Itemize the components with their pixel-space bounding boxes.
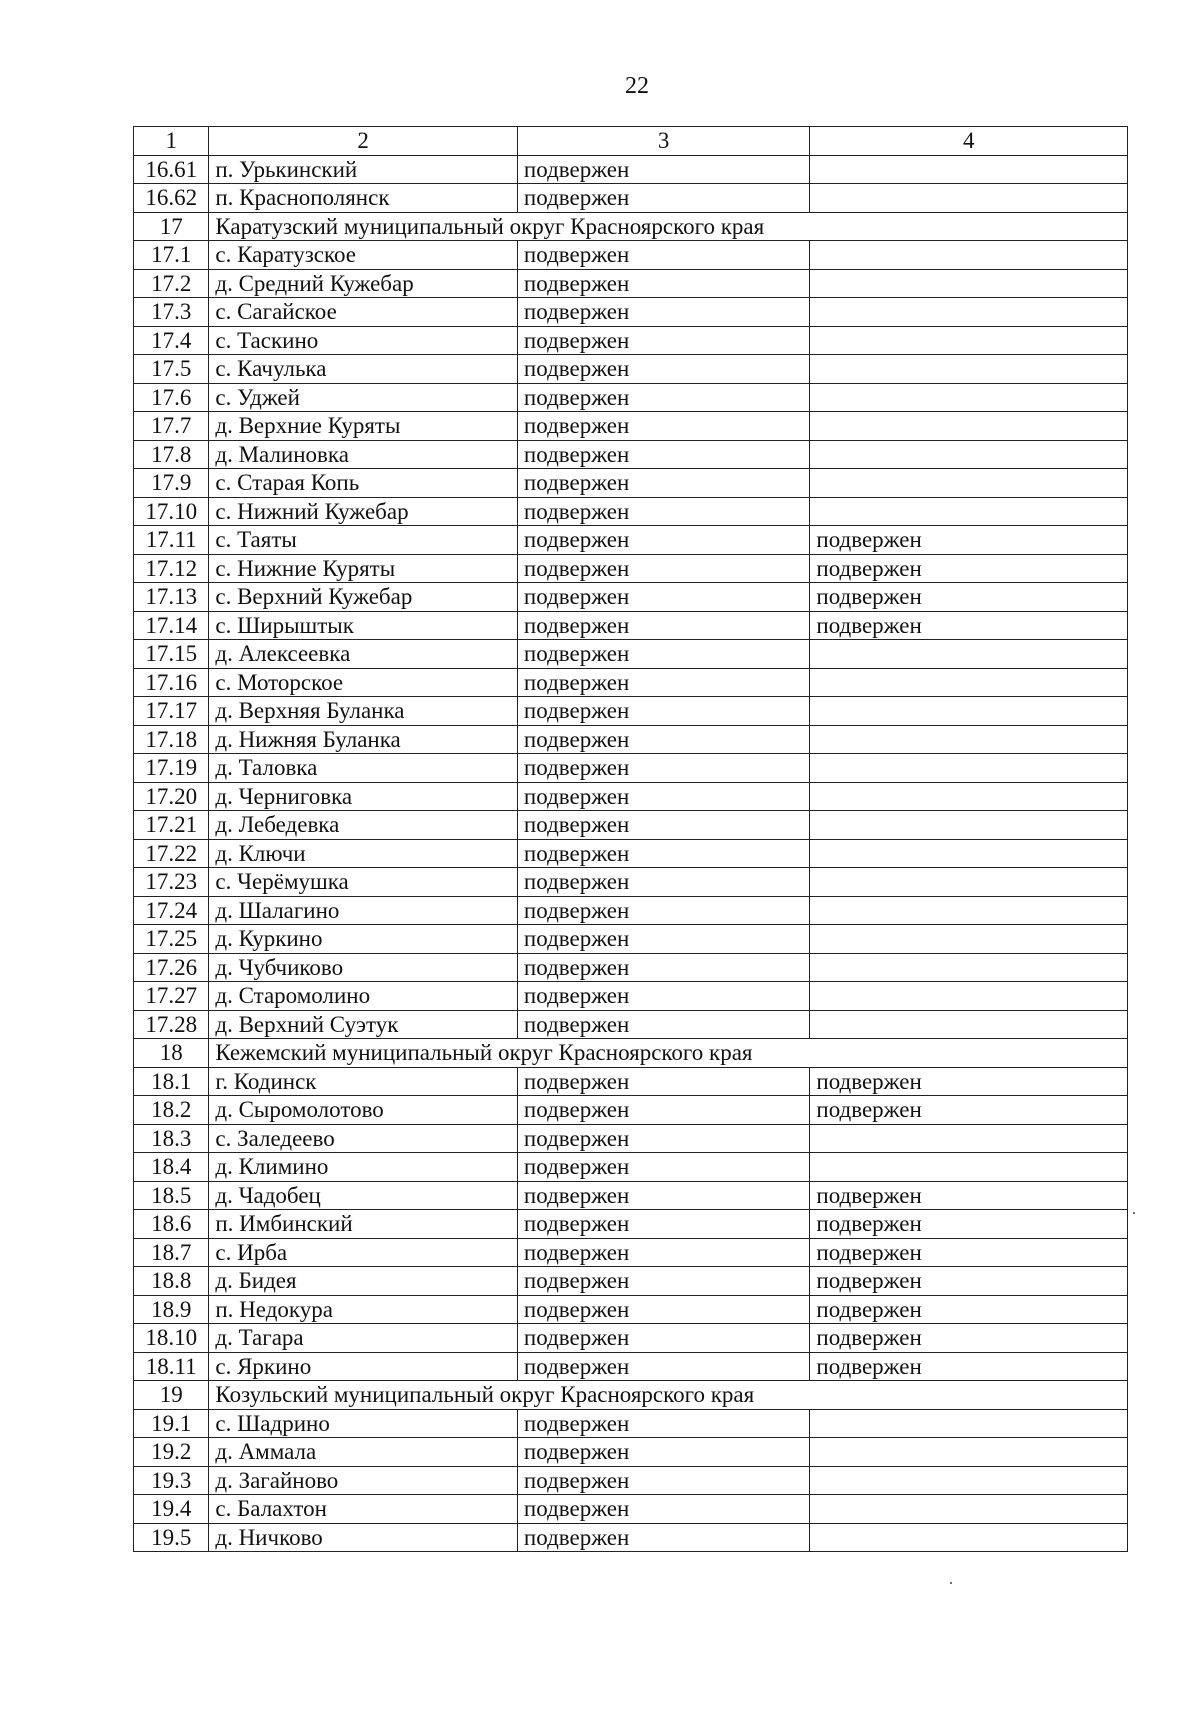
- column-3-value: подвержен: [517, 1409, 809, 1438]
- row-number: 17.4: [134, 326, 209, 355]
- settlement-name: с. Ирба: [209, 1238, 518, 1267]
- column-4-value: [810, 469, 1128, 498]
- column-3-value: подвержен: [517, 469, 809, 498]
- table-row: [134, 754, 1128, 783]
- settlement-name: д. Малиновка: [209, 440, 518, 469]
- column-3-value: подвержен: [517, 640, 809, 669]
- settlement-name: д. Сыромолотово: [209, 1096, 518, 1125]
- settlement-name: с. Сагайское: [209, 298, 518, 327]
- column-3-value: подвержен: [517, 1324, 809, 1353]
- settlement-name: д. Ключи: [209, 839, 518, 868]
- settlement-name: д. Верхний Суэтук: [209, 1010, 518, 1039]
- column-3-value: подвержен: [517, 953, 809, 982]
- column-4-value: [810, 1409, 1128, 1438]
- row-number: 17.9: [134, 469, 209, 498]
- settlement-name: д. Верхние Куряты: [209, 412, 518, 441]
- column-3-value: подвержен: [517, 982, 809, 1011]
- row-number: 17.14: [134, 611, 209, 640]
- column-4-value: подвержен: [810, 1096, 1128, 1125]
- settlement-name: д. Таловка: [209, 754, 518, 783]
- group-row: [134, 212, 1128, 241]
- column-3-value: подвержен: [517, 526, 809, 555]
- column-4-value: [810, 1153, 1128, 1182]
- row-number: 17.7: [134, 412, 209, 441]
- column-3-value: подвержен: [517, 326, 809, 355]
- column-3-value: подвержен: [517, 184, 809, 213]
- column-4-value: [810, 1495, 1128, 1524]
- table-row: [134, 1124, 1128, 1153]
- group-title: Каратузский муниципальный округ Красноярского края: [209, 212, 1128, 241]
- row-number: 18.8: [134, 1267, 209, 1296]
- settlement-name: д. Алексеевка: [209, 640, 518, 669]
- settlement-name: д. Лебедевка: [209, 811, 518, 840]
- column-3-value: подвержен: [517, 697, 809, 726]
- column-3-value: подвержен: [517, 1067, 809, 1096]
- column-header-1: 1: [134, 127, 209, 156]
- table-row: [134, 611, 1128, 640]
- column-3-value: подвержен: [517, 241, 809, 270]
- row-number: 17.21: [134, 811, 209, 840]
- settlement-name: д. Ничково: [209, 1523, 518, 1552]
- column-4-value: [810, 155, 1128, 184]
- row-number: 17.28: [134, 1010, 209, 1039]
- column-3-value: подвержен: [517, 1523, 809, 1552]
- column-4-value: [810, 326, 1128, 355]
- table-row: [134, 953, 1128, 982]
- column-4-value: [810, 241, 1128, 270]
- column-4-value: [810, 355, 1128, 384]
- column-3-value: подвержен: [517, 896, 809, 925]
- row-number: 17.19: [134, 754, 209, 783]
- settlement-name: с. Шадрино: [209, 1409, 518, 1438]
- row-number: 18.3: [134, 1124, 209, 1153]
- column-4-value: [810, 640, 1128, 669]
- table-row: [134, 1409, 1128, 1438]
- column-4-value: [810, 1010, 1128, 1039]
- table-row: [134, 725, 1128, 754]
- table-body: [134, 155, 1128, 1552]
- table-row: [134, 298, 1128, 327]
- column-4-value: [810, 412, 1128, 441]
- group-number: 18: [134, 1039, 209, 1068]
- settlement-name: д. Верхняя Буланка: [209, 697, 518, 726]
- row-number: 17.13: [134, 583, 209, 612]
- table-row: [134, 1523, 1128, 1552]
- settlement-name: г. Кодинск: [209, 1067, 518, 1096]
- table-row: [134, 440, 1128, 469]
- row-number: 17.6: [134, 383, 209, 412]
- row-number: 18.11: [134, 1352, 209, 1381]
- settlement-name: с. Качулька: [209, 355, 518, 384]
- row-number: 17.25: [134, 925, 209, 954]
- table-row: [134, 1096, 1128, 1125]
- table-row: [134, 1466, 1128, 1495]
- column-3-value: подвержен: [517, 1096, 809, 1125]
- table-row: [134, 1067, 1128, 1096]
- row-number: 17.8: [134, 440, 209, 469]
- settlement-name: с. Моторское: [209, 668, 518, 697]
- settlement-name: д. Черниговка: [209, 782, 518, 811]
- settlement-name: с. Балахтон: [209, 1495, 518, 1524]
- row-number: 17.2: [134, 269, 209, 298]
- column-3-value: подвержен: [517, 355, 809, 384]
- settlement-name: с. Ширыштык: [209, 611, 518, 640]
- column-header-3: 3: [517, 127, 809, 156]
- settlement-name: с. Таскино: [209, 326, 518, 355]
- table-row: [134, 640, 1128, 669]
- column-3-value: подвержен: [517, 440, 809, 469]
- row-number: 16.62: [134, 184, 209, 213]
- column-3-value: подвержен: [517, 925, 809, 954]
- settlement-name: д. Старомолино: [209, 982, 518, 1011]
- row-number: 17.16: [134, 668, 209, 697]
- settlement-name: д. Бидея: [209, 1267, 518, 1296]
- table-row: [134, 583, 1128, 612]
- header-row: [134, 127, 1128, 156]
- column-4-value: подвержен: [810, 1210, 1128, 1239]
- settlement-name: д. Чубчиково: [209, 953, 518, 982]
- column-3-value: подвержен: [517, 1495, 809, 1524]
- settlement-name: с. Нижние Куряты: [209, 554, 518, 583]
- settlement-name: с. Яркино: [209, 1352, 518, 1381]
- row-number: 17.27: [134, 982, 209, 1011]
- column-3-value: подвержен: [517, 668, 809, 697]
- row-number: 17.23: [134, 868, 209, 897]
- table-row: [134, 1210, 1128, 1239]
- row-number: 17.24: [134, 896, 209, 925]
- table-row: [134, 184, 1128, 213]
- row-number: 19.2: [134, 1438, 209, 1467]
- table-row: [134, 982, 1128, 1011]
- column-4-value: [810, 1438, 1128, 1467]
- settlement-name: с. Старая Копь: [209, 469, 518, 498]
- column-4-value: [810, 668, 1128, 697]
- settlement-name: п. Краснополянск: [209, 184, 518, 213]
- row-number: 17.26: [134, 953, 209, 982]
- row-number: 17.12: [134, 554, 209, 583]
- settlement-name: д. Шалагино: [209, 896, 518, 925]
- row-number: 18.5: [134, 1181, 209, 1210]
- row-number: 19.3: [134, 1466, 209, 1495]
- column-3-value: подвержен: [517, 155, 809, 184]
- row-number: 17.11: [134, 526, 209, 555]
- row-number: 18.10: [134, 1324, 209, 1353]
- table-row: [134, 1324, 1128, 1353]
- row-number: 17.3: [134, 298, 209, 327]
- row-number: 17.1: [134, 241, 209, 270]
- table-row: [134, 782, 1128, 811]
- column-4-value: подвержен: [810, 1267, 1128, 1296]
- table-row: [134, 155, 1128, 184]
- settlement-name: д. Нижняя Буланка: [209, 725, 518, 754]
- table-row: [134, 1181, 1128, 1210]
- row-number: 17.5: [134, 355, 209, 384]
- row-number: 18.7: [134, 1238, 209, 1267]
- row-number: 17.20: [134, 782, 209, 811]
- column-4-value: подвержен: [810, 554, 1128, 583]
- settlement-name: п. Имбинский: [209, 1210, 518, 1239]
- table-row: [134, 1495, 1128, 1524]
- column-header-4: 4: [810, 127, 1128, 156]
- column-4-value: подвержен: [810, 583, 1128, 612]
- settlement-name: д. Куркино: [209, 925, 518, 954]
- row-number: 17.18: [134, 725, 209, 754]
- settlement-name: д. Средний Кужебар: [209, 269, 518, 298]
- column-3-value: подвержен: [517, 754, 809, 783]
- column-4-value: [810, 1466, 1128, 1495]
- settlement-name: с. Таяты: [209, 526, 518, 555]
- settlement-name: д. Чадобец: [209, 1181, 518, 1210]
- column-4-value: подвержен: [810, 1324, 1128, 1353]
- column-3-value: подвержен: [517, 782, 809, 811]
- group-title: Козульский муниципальный округ Красноярского края: [209, 1381, 1128, 1410]
- column-4-value: подвержен: [810, 1352, 1128, 1381]
- column-3-value: подвержен: [517, 269, 809, 298]
- table-row: [134, 1153, 1128, 1182]
- row-number: 18.2: [134, 1096, 209, 1125]
- settlement-name: с. Нижний Кужебар: [209, 497, 518, 526]
- table-row: [134, 668, 1128, 697]
- column-4-value: [810, 782, 1128, 811]
- column-4-value: [810, 1523, 1128, 1552]
- column-4-value: подвержен: [810, 1238, 1128, 1267]
- column-4-value: [810, 1124, 1128, 1153]
- settlement-name: д. Загайново: [209, 1466, 518, 1495]
- row-number: 18.6: [134, 1210, 209, 1239]
- column-4-value: [810, 298, 1128, 327]
- column-4-value: [810, 697, 1128, 726]
- column-3-value: подвержен: [517, 383, 809, 412]
- column-4-value: [810, 383, 1128, 412]
- row-number: 18.4: [134, 1153, 209, 1182]
- table-row: [134, 326, 1128, 355]
- column-3-value: подвержен: [517, 1181, 809, 1210]
- column-3-value: подвержен: [517, 1466, 809, 1495]
- column-3-value: подвержен: [517, 1010, 809, 1039]
- table-row: [134, 497, 1128, 526]
- column-4-value: [810, 754, 1128, 783]
- table-row: [134, 697, 1128, 726]
- settlement-name: п. Урькинский: [209, 155, 518, 184]
- column-4-value: [810, 982, 1128, 1011]
- column-4-value: [810, 868, 1128, 897]
- table-row: [134, 269, 1128, 298]
- column-4-value: [810, 811, 1128, 840]
- settlement-name: с. Заледеево: [209, 1124, 518, 1153]
- row-number: 17.22: [134, 839, 209, 868]
- row-number: 17.15: [134, 640, 209, 669]
- column-3-value: подвержен: [517, 725, 809, 754]
- column-3-value: подвержен: [517, 868, 809, 897]
- settlement-name: д. Тагара: [209, 1324, 518, 1353]
- group-row: [134, 1381, 1128, 1410]
- column-4-value: [810, 184, 1128, 213]
- column-3-value: подвержен: [517, 1238, 809, 1267]
- column-3-value: подвержен: [517, 1352, 809, 1381]
- settlement-name: с. Верхний Кужебар: [209, 583, 518, 612]
- column-4-value: подвержен: [810, 1067, 1128, 1096]
- column-4-value: подвержен: [810, 526, 1128, 555]
- group-title: Кежемский муниципальный округ Красноярского края: [209, 1039, 1128, 1068]
- table-row: [134, 811, 1128, 840]
- table-row: [134, 412, 1128, 441]
- row-number: 16.61: [134, 155, 209, 184]
- column-3-value: подвержен: [517, 611, 809, 640]
- column-4-value: [810, 896, 1128, 925]
- row-number: 18.9: [134, 1295, 209, 1324]
- row-number: 17.17: [134, 697, 209, 726]
- page-number: 22: [625, 73, 649, 99]
- table-row: [134, 925, 1128, 954]
- row-number: 17.10: [134, 497, 209, 526]
- settlement-name: д. Аммала: [209, 1438, 518, 1467]
- scan-speck: [1133, 1212, 1135, 1214]
- table-row: [134, 896, 1128, 925]
- settlement-name: п. Недокура: [209, 1295, 518, 1324]
- group-row: [134, 1039, 1128, 1068]
- column-4-value: [810, 925, 1128, 954]
- settlement-name: с. Уджей: [209, 383, 518, 412]
- table-row: [134, 868, 1128, 897]
- column-4-value: [810, 839, 1128, 868]
- column-3-value: подвержен: [517, 1153, 809, 1182]
- column-3-value: подвержен: [517, 412, 809, 441]
- table-header: [134, 127, 1128, 156]
- group-number: 17: [134, 212, 209, 241]
- settlement-name: с. Каратузское: [209, 241, 518, 270]
- table-row: [134, 383, 1128, 412]
- column-4-value: [810, 269, 1128, 298]
- settlement-name: с. Черёмушка: [209, 868, 518, 897]
- row-number: 18.1: [134, 1067, 209, 1096]
- settlements-table: [133, 126, 1128, 1552]
- column-4-value: [810, 953, 1128, 982]
- column-3-value: подвержен: [517, 1267, 809, 1296]
- scan-speck: [950, 1582, 952, 1584]
- table-row: [134, 839, 1128, 868]
- column-3-value: подвержен: [517, 583, 809, 612]
- column-4-value: подвержен: [810, 1181, 1128, 1210]
- column-3-value: подвержен: [517, 811, 809, 840]
- column-3-value: подвержен: [517, 554, 809, 583]
- table-row: [134, 241, 1128, 270]
- column-3-value: подвержен: [517, 1295, 809, 1324]
- column-3-value: подвержен: [517, 497, 809, 526]
- table-row: [134, 1010, 1128, 1039]
- column-4-value: подвержен: [810, 1295, 1128, 1324]
- table-row: [134, 554, 1128, 583]
- column-3-value: подвержен: [517, 1124, 809, 1153]
- table-row: [134, 526, 1128, 555]
- row-number: 19.5: [134, 1523, 209, 1552]
- row-number: 19.4: [134, 1495, 209, 1524]
- column-3-value: подвержен: [517, 1438, 809, 1467]
- table-row: [134, 1352, 1128, 1381]
- column-header-2: 2: [209, 127, 518, 156]
- table-row: [134, 1238, 1128, 1267]
- table-row: [134, 1438, 1128, 1467]
- table-row: [134, 1295, 1128, 1324]
- column-4-value: подвержен: [810, 611, 1128, 640]
- column-4-value: [810, 725, 1128, 754]
- column-4-value: [810, 497, 1128, 526]
- row-number: 19.1: [134, 1409, 209, 1438]
- column-3-value: подвержен: [517, 298, 809, 327]
- settlement-name: д. Климино: [209, 1153, 518, 1182]
- table-row: [134, 355, 1128, 384]
- column-3-value: подвержен: [517, 1210, 809, 1239]
- table-row: [134, 1267, 1128, 1296]
- group-number: 19: [134, 1381, 209, 1410]
- column-3-value: подвержен: [517, 839, 809, 868]
- table-row: [134, 469, 1128, 498]
- column-4-value: [810, 440, 1128, 469]
